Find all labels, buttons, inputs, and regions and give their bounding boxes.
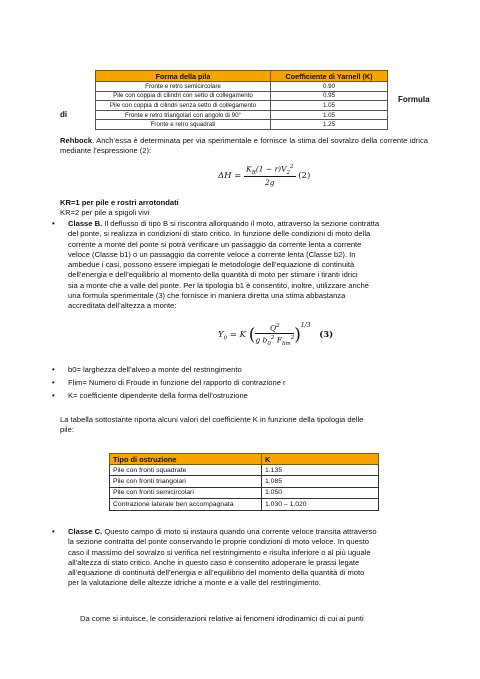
def-flim: Flim= Numero di Froude in funzione del rapporto di contrazione r — [68, 378, 286, 387]
final-line: Da come si intuisce, le considerazioni relative ai fenomeni idrodinamici di cui ai punti — [80, 614, 364, 623]
equation-2 — [218, 164, 310, 187]
bullet-icon: • — [52, 527, 55, 536]
eq3-fraction: $\frac{Q^2}{g b_0^2 F_{lim}^2}$ — [255, 323, 295, 347]
bullet-icon: • — [52, 378, 55, 387]
bullet-icon: • — [52, 219, 55, 228]
obstruction-k-table — [109, 453, 379, 511]
kr-line-1: KR=1 per pile e rostri arrotondati — [60, 198, 179, 207]
def-k: K= coefficiente dipendente della forma dell’ostruzione — [68, 391, 248, 400]
rehbock-text: . Anch’essa è determinata per via sperimentale e fornisce la stima del sovralzo della corrente idrica mediante l’espressione (2): — [60, 136, 428, 156]
table-row: Pile con fronti squadrate 1.135 — [110, 465, 379, 476]
equation-3: $Y_0 = K$ ( $\frac{Q^2}{g b_0^2 F_{lim}^2}$ )$^{1/3}$ (3) — [218, 322, 334, 347]
table-row: Fronte e retro squadrati 1.25 — [96, 120, 388, 130]
eq3-tag: (3) — [319, 330, 334, 341]
eq2-lhs: ΔH = — [218, 171, 242, 181]
table1-header-shape: Forma della pila — [96, 71, 271, 82]
table-row: Fronte e retro triangolari con angolo di 90° 1.05 — [96, 110, 388, 120]
classC-paragraph: Classe C. Questo campo di moto si instaura quando una corrente veloce transita attraverso la sezione contratta del ponte conservando le proprie condizioni di moto veloce. In questo caso il massimo del sovralzo si verifica nel restringimento e risulta inferiore o al più uguale all’altezza di stato critico. Anche in questo caso è consentito adoperare le prassi legate all’equazione di continuità dell’energia e all’equilibrio del momento della quantità di moto per la valutazione delle altezze idriche a monte e a valle del restringimento. — [68, 527, 377, 588]
side-word-formula: Formula — [398, 95, 430, 104]
pier-shape-table — [95, 70, 388, 130]
table-row: Fronte e retro semicircolare 0.90 — [96, 82, 388, 92]
eq2-fraction — [244, 164, 295, 187]
table-row: Contrazione laterale ben accompagnata 1.030 – 1.020 — [110, 499, 379, 510]
eq2-numerator: $K_R(1 - r)V_2^2$ — [246, 164, 294, 176]
kr-line-2: KR=2 per pile a spigoli vivi — [60, 208, 150, 217]
eq2-tag: (2) — [298, 171, 311, 181]
table2-header-type: Tipo di ostruzione — [110, 454, 262, 465]
eq2-denominator: 2g — [265, 178, 275, 187]
classB-paragraph: Classe B. Il deflusso di tipo B si riscontra allorquando il moto, attraverso la sezione contratta del ponte, si realizza in condizioni di stato critico. In funzione delle condizioni di moto della corrente a monte del ponte si potrà verificare un passaggio da corrente lenta a corrente veloce (Classe b1) o un passaggio da corrente veloce a corrente lenta (Classe b2). In ambedue i casi, possono essere impiegati le metodologie dell’equazione di continuità dell’energia e dell’equilibrio al momento della quantità di moto per stimare i tiranti idrici sia a monte che a valle del ponte. Per la tipologia b1 è consentito, inoltre, utilizzare anche una formula sperimentale (3) che fornisce in maniera diretta una stima abbastanza accreditata dell’altezza a monte: — [68, 219, 380, 311]
table-row: Pile con coppia di cilindri con setto di collegamento 0.95 — [96, 91, 388, 101]
classB-label: Classe B. — [68, 219, 103, 228]
table2-header-k: K — [262, 454, 379, 465]
def-b0: b0= larghezza dell’alveo a monte del restringimento — [68, 365, 242, 374]
rehbock-label: Rehbock — [60, 136, 93, 145]
table-row: Pile con coppia di cilindri senza setto di collegamento 1.05 — [96, 101, 388, 111]
classC-label: Classe C. — [68, 527, 103, 536]
rehbock-paragraph — [60, 136, 428, 157]
bullet-icon: • — [52, 365, 55, 374]
table-row: Pile con fronti semicircolari 1.050 — [110, 487, 379, 498]
bullet-icon: • — [52, 391, 55, 400]
table2-intro: La tabella sottostante riporta alcuni valori del coefficiente K in funzione della tipologia delle pile: — [60, 415, 364, 435]
table-row: Pile con fronti triangolari 1.085 — [110, 476, 379, 487]
table1-header-coefficient: Coefficiente di Yarnell (K) — [271, 71, 388, 82]
side-word-di: di — [60, 110, 68, 119]
